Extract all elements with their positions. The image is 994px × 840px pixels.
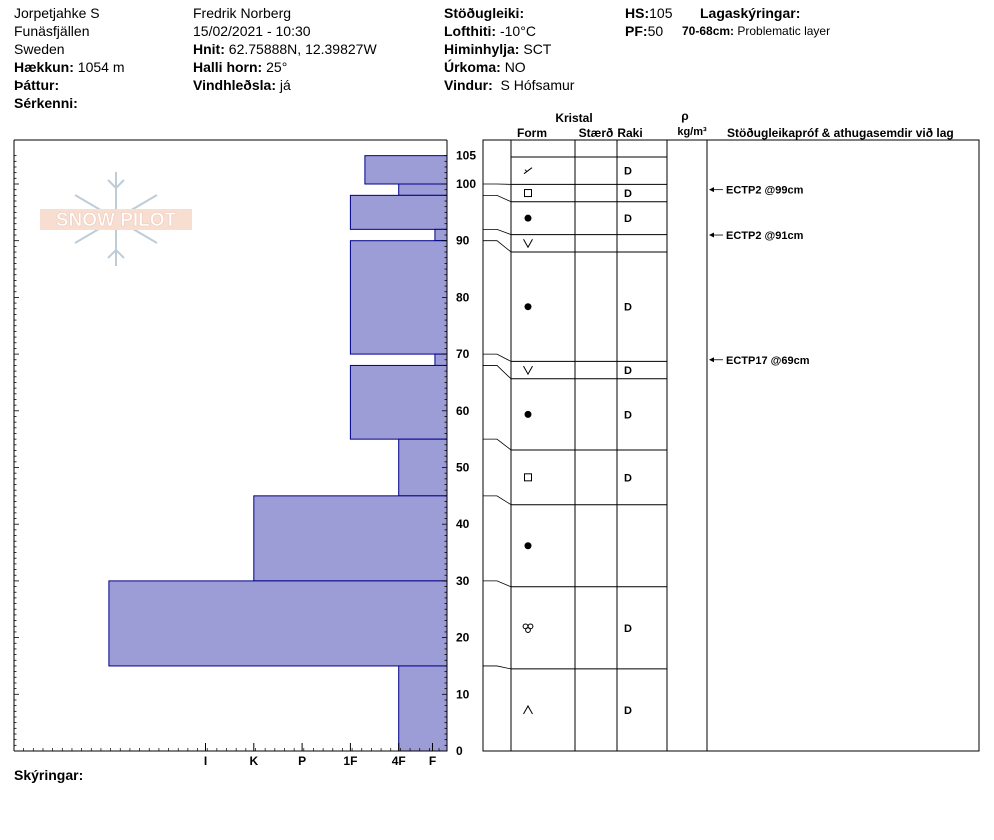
test-arrow-head xyxy=(709,187,714,192)
moisture-cell: D xyxy=(624,704,632,717)
rounded-grains-icon xyxy=(525,303,532,310)
moisture-cell: D xyxy=(624,365,632,378)
depth-connector xyxy=(483,241,511,252)
test-arrow-head xyxy=(709,357,714,362)
depth-tick-label: 20 xyxy=(456,630,470,645)
moisture-cell: D xyxy=(624,165,632,178)
test-arrow-head xyxy=(709,233,714,238)
depth-connector xyxy=(483,365,511,378)
depth-connector xyxy=(483,439,511,450)
observer-name: Fredrik Norberg xyxy=(193,5,292,21)
features-label: Sérkenni: xyxy=(14,95,78,111)
faceted-crystals-icon xyxy=(525,190,532,197)
depth-tick-label: 100 xyxy=(456,177,477,191)
hardness-bar-1 xyxy=(399,184,447,195)
depth-connector xyxy=(483,666,511,669)
hardness-bar-0 xyxy=(365,156,447,184)
melt-forms-icon xyxy=(526,628,531,633)
tests-header: Stöðugleikapróf & athugasemdir við lag xyxy=(727,126,954,140)
snowpilot-logo xyxy=(40,172,192,266)
rounded-grains-icon xyxy=(525,215,532,222)
slope-value: 25° xyxy=(266,59,288,75)
hardness-tick-label: K xyxy=(249,754,259,768)
notes-label: Skýringar: xyxy=(14,767,84,783)
depth-tick-label: 80 xyxy=(456,290,470,305)
depth-hoar-icon xyxy=(524,366,533,374)
hardness-bar-7 xyxy=(399,439,447,496)
moisture-cell: D xyxy=(624,409,632,422)
moisture-header: Raki xyxy=(617,126,643,140)
wind-loading-value: já xyxy=(279,77,291,93)
rho-header: ρ xyxy=(681,109,689,123)
depth-tick-label: 50 xyxy=(456,460,470,475)
moisture-cell: D xyxy=(624,301,632,314)
hardness-tick-label: 1F xyxy=(343,754,358,768)
test-result-label: ECTP2 @91cm xyxy=(726,230,804,243)
elevation-value: 1054 m xyxy=(77,59,125,75)
test-result-label: ECTP2 @99cm xyxy=(726,184,804,197)
aspect-label: Þáttur: xyxy=(14,77,60,93)
layer-note-range: 70-68cm: xyxy=(682,24,735,38)
moisture-cell: D xyxy=(624,472,632,485)
slope-label: Halli horn: xyxy=(193,59,263,75)
depth-tick-label: 90 xyxy=(456,233,470,248)
depth-tick-label: 105 xyxy=(456,148,477,163)
wind-value: S Hófsamur xyxy=(500,77,575,93)
wind-loading-label: Vindhleðsla: xyxy=(193,77,276,93)
hardness-bars xyxy=(109,156,447,751)
depth-tick-label: 30 xyxy=(456,573,470,588)
depth-connector xyxy=(483,496,511,505)
hs-label: HS: xyxy=(625,5,650,21)
rounded-grains-icon xyxy=(525,542,532,549)
pf-value: 50 xyxy=(647,23,664,39)
hardness-tick-label: 4F xyxy=(391,754,406,768)
hardness-bar-6 xyxy=(350,365,447,439)
stability-label: Stöðugleiki: xyxy=(444,5,525,21)
density-unit-header: kg/m³ xyxy=(677,126,707,138)
logo-text: SNOW PILOT xyxy=(55,210,177,231)
observation-datetime: 15/02/2021 - 10:30 xyxy=(193,23,311,39)
rounded-grains-icon xyxy=(525,411,532,418)
hardness-bar-8 xyxy=(254,496,447,581)
decomposing-fragments-icon-mark xyxy=(525,170,527,172)
precip-label: Úrkoma: xyxy=(444,59,501,75)
depth-connector xyxy=(483,229,511,234)
coords-label: Hnit: xyxy=(193,41,225,57)
moisture-cell: D xyxy=(624,622,632,635)
precip-value: NO xyxy=(504,59,526,75)
decomposing-fragments-icon xyxy=(524,168,532,174)
moisture-cell: D xyxy=(624,213,632,226)
depth-tick-label: 60 xyxy=(456,403,470,418)
airtemp-value: -10°C xyxy=(499,23,536,39)
area-name: Funäsfjällen xyxy=(14,23,90,39)
airtemp-label: Lofthiti: xyxy=(444,23,497,39)
pf-label: PF: xyxy=(625,23,648,39)
country-name: Sweden xyxy=(14,41,65,57)
size-header: Stærð xyxy=(578,126,614,140)
hs-value: 105 xyxy=(649,5,673,21)
hardness-tick-label: I xyxy=(203,754,208,768)
coords-value: 62.75888N, 12.39827W xyxy=(228,41,377,57)
hardness-tick-label: P xyxy=(298,754,307,768)
hardness-bar-2 xyxy=(350,195,447,229)
form-header: Form xyxy=(517,126,547,140)
depth-connector xyxy=(483,581,511,587)
depth-tick-label: 70 xyxy=(456,347,470,362)
test-result-label: ECTP17 @69cm xyxy=(726,354,810,367)
elevation-label: Hækkun: xyxy=(14,59,74,75)
layer-note-text: Problematic layer xyxy=(737,24,831,38)
layers-label: Lagaskýringar: xyxy=(700,5,801,21)
depth-hoar-icon xyxy=(524,239,533,247)
hardness-bar-9 xyxy=(109,581,447,666)
moisture-cell: D xyxy=(624,188,632,201)
hardness-bar-10 xyxy=(399,666,447,751)
hardness-bar-4 xyxy=(350,241,447,354)
location-name: Jorpetjahke S xyxy=(14,5,100,21)
depth-connector xyxy=(483,354,511,361)
faceted-crystals-icon xyxy=(525,474,532,481)
hardness-tick-label: F xyxy=(428,754,437,768)
depth-tick-label: 10 xyxy=(456,687,470,702)
sky-label: Himinhylja: xyxy=(444,41,520,57)
depth-hoar-cup-icon xyxy=(524,706,533,714)
wind-label: Vindur: xyxy=(444,77,493,93)
sky-value: SCT xyxy=(523,41,552,57)
depth-connector xyxy=(483,195,511,201)
crystal-header: Kristal xyxy=(555,111,593,125)
depth-tick-label: 40 xyxy=(456,517,470,532)
depth-tick-label: 0 xyxy=(456,744,463,758)
layer-table xyxy=(483,140,979,751)
